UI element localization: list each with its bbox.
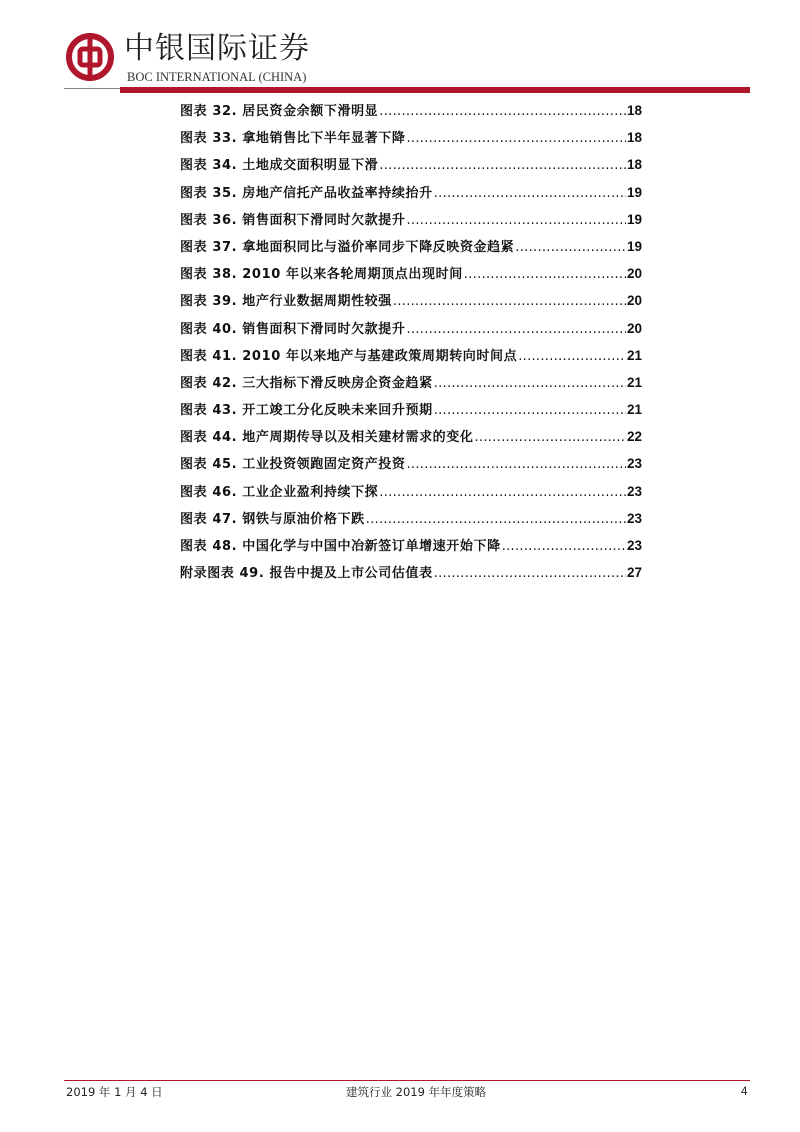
toc-entry-title: 图表 44. 地产周期传导以及相关建材需求的变化 <box>180 430 474 446</box>
toc-entry[interactable] <box>180 559 642 586</box>
toc-entry[interactable] <box>180 151 642 178</box>
toc-leader-dots <box>515 234 626 261</box>
toc-entry-page: 20 <box>626 320 642 336</box>
toc-entry-page: 23 <box>626 538 642 553</box>
toc-entry[interactable] <box>180 260 642 287</box>
header-divider-red <box>120 87 750 93</box>
toc-leader-dots <box>464 261 626 288</box>
toc-entry[interactable] <box>180 233 642 260</box>
footer-page-number: 4 <box>741 1086 748 1098</box>
toc-entry[interactable] <box>180 423 642 450</box>
toc-entry[interactable] <box>180 206 642 233</box>
toc-leader-dots <box>366 506 626 533</box>
toc-leader-dots <box>434 180 626 207</box>
toc-leader-dots <box>434 397 626 424</box>
footer-report-title: 建筑行业 2019 年年度策略 <box>346 1085 487 1099</box>
toc-entry-page: 21 <box>626 374 642 390</box>
toc-entry-title: 附录图表 49. 报告中提及上市公司估值表 <box>180 566 433 582</box>
toc-leader-dots <box>434 370 626 397</box>
toc-entry[interactable] <box>180 342 642 369</box>
toc-entry-page: 19 <box>626 184 642 200</box>
toc-entry-title: 图表 33. 拿地销售比下半年显著下降 <box>180 131 406 147</box>
toc-entry-page: 23 <box>626 510 642 526</box>
toc-entry-title: 图表 35. 房地产信托产品收益率持续抬升 <box>180 185 433 201</box>
footer-date: 2019 年 1 月 4 日 <box>66 1085 163 1099</box>
toc-entry-title: 图表 48. 中国化学与中国中冶新签订单增速开始下降 <box>180 539 501 554</box>
toc-entry-page: 19 <box>626 211 642 227</box>
toc-entry-page: 22 <box>626 429 642 445</box>
toc-entry-title: 图表 41. 2010 年以来地产与基建政策周期转向时间点 <box>180 348 518 364</box>
boc-logo-icon <box>66 33 114 81</box>
toc-leader-dots <box>474 424 625 451</box>
toc-entry[interactable] <box>180 97 642 124</box>
toc-entry-page: 18 <box>626 103 642 118</box>
toc-entry-title: 图表 46. 工业企业盈利持续下探 <box>180 484 379 500</box>
figure-table-of-contents <box>180 97 642 586</box>
toc-entry-page: 18 <box>626 130 642 146</box>
toc-entry-page: 19 <box>626 238 642 254</box>
toc-leader-dots <box>406 207 625 234</box>
toc-entry-page: 23 <box>626 483 642 499</box>
toc-entry[interactable] <box>180 505 642 532</box>
toc-leader-dots <box>393 288 626 315</box>
toc-leader-dots <box>502 533 626 560</box>
toc-entry[interactable] <box>180 287 642 314</box>
toc-entry-title: 图表 36. 销售面积下滑同时欠款提升 <box>180 212 406 228</box>
page-header <box>0 0 800 100</box>
brand-name-english: BOC INTERNATIONAL (CHINA) <box>127 70 307 84</box>
toc-entry[interactable] <box>180 478 642 505</box>
toc-leader-dots <box>379 152 626 179</box>
toc-entry-title: 图表 45. 工业投资领跑固定资产投资 <box>180 457 406 473</box>
toc-entry[interactable] <box>180 179 642 206</box>
toc-entry-title: 图表 47. 钢铁与原油价格下跌 <box>180 511 365 527</box>
toc-leader-dots <box>434 560 626 587</box>
brand-name-chinese: 中银国际证券 <box>124 31 310 66</box>
toc-entry[interactable] <box>180 315 642 342</box>
toc-entry-page: 18 <box>626 157 642 173</box>
toc-entry-page: 21 <box>626 347 642 363</box>
toc-entry-page: 20 <box>626 293 642 309</box>
toc-entry-title: 图表 39. 地产行业数据周期性较强 <box>180 294 392 310</box>
toc-entry[interactable] <box>180 124 642 151</box>
footer-divider <box>64 1080 750 1081</box>
toc-entry-page: 21 <box>626 402 642 418</box>
toc-entry-title: 图表 38. 2010 年以来各轮周期顶点出现时间 <box>180 267 463 283</box>
toc-entry-title: 图表 32. 居民资金余额下滑明显 <box>180 104 379 119</box>
toc-entry-page: 23 <box>626 456 642 472</box>
toc-entry-title: 图表 40. 销售面积下滑同时欠款提升 <box>180 321 406 337</box>
toc-entry-title: 图表 42. 三大指标下滑反映房企资金趋紧 <box>180 375 433 391</box>
toc-leader-dots <box>379 98 626 125</box>
toc-leader-dots <box>406 451 625 478</box>
toc-entry-page: 20 <box>626 266 642 282</box>
toc-leader-dots <box>518 343 626 370</box>
toc-leader-dots <box>379 479 626 506</box>
toc-entry-title: 图表 43. 开工竣工分化反映未来回升预期 <box>180 403 433 419</box>
toc-leader-dots <box>406 316 625 343</box>
toc-entry-page: 27 <box>626 565 642 581</box>
header-divider-thin <box>64 88 120 89</box>
toc-entry-title: 图表 37. 拿地面积同比与溢价率同步下降反映资金趋紧 <box>180 239 515 255</box>
toc-leader-dots <box>406 125 625 152</box>
toc-entry[interactable] <box>180 532 642 559</box>
toc-entry[interactable] <box>180 396 642 423</box>
toc-entry-title: 图表 34. 土地成交面积明显下滑 <box>180 158 379 174</box>
toc-entry[interactable] <box>180 450 642 477</box>
toc-entry[interactable] <box>180 369 642 396</box>
